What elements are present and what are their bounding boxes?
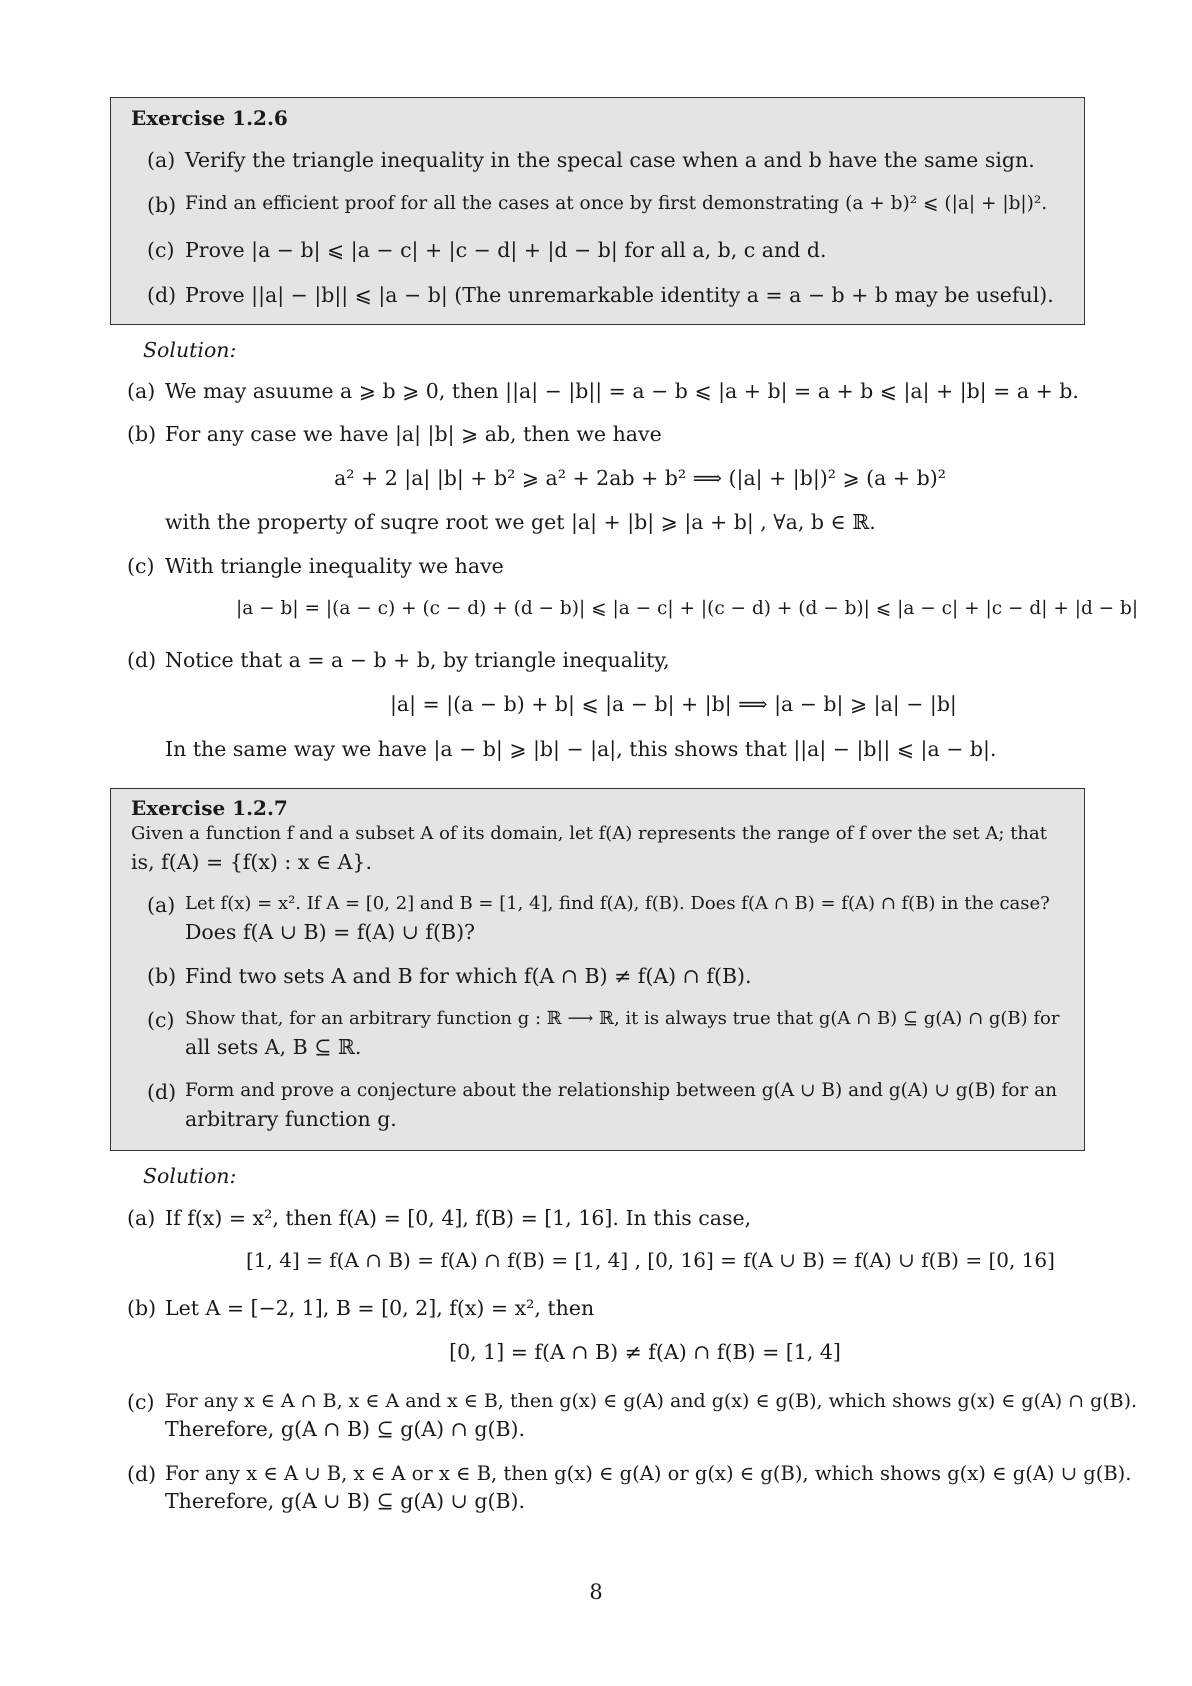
item-label: (a) (147, 148, 176, 172)
exercise-item-a: Verify the triangle inequality in the specal case when a and b have the same sign. (185, 148, 1035, 172)
exercise-item-c: Show that, for an arbitrary function g : ℝ ⟶ ℝ, it is always true that g(A ∩ B) ⊆ g(A) ∩ g(B) for (185, 1008, 1060, 1029)
solution-equation: |a − b| = |(a − c) + (c − d) + (d − b)| ⩽ |a − c| + |(c − d) + (d − b)| ⩽ |a − c| + |c − d| + |d − b| (236, 598, 1139, 619)
exercise-title: Exercise 1.2.7 (131, 796, 288, 820)
solution-heading: Solution: (143, 338, 237, 362)
item-label: (a) (127, 379, 156, 403)
solution-heading: Solution: (143, 1164, 237, 1188)
exercise-item-d: Form and prove a conjecture about the relationship between g(A ∪ B) and g(A) ∪ g(B) for an (185, 1080, 1058, 1101)
solution-item-d: For any x ∈ A ∪ B, x ∈ A or x ∈ B, then g(x) ∈ g(A) or g(x) ∈ g(B), which shows g(x) ∈ g(A) ∪ g(B). (165, 1462, 1132, 1485)
exercise-title: Exercise 1.2.6 (131, 106, 288, 130)
solution-text: with the property of suqre root we get |a| + |b| ⩾ |a + b| , ∀a, b ∈ ℝ. (165, 510, 876, 534)
page-number: 8 (589, 1580, 603, 1604)
exercise-item-a: Let f(x) = x². If A = [0, 2] and B = [1, 4], find f(A), f(B). Does f(A ∩ B) = f(A) ∩ f(B) in the case? (185, 893, 1050, 914)
exercise-item-c: Prove |a − b| ⩽ |a − c| + |c − d| + |d − b| for all a, b, c and d. (185, 238, 827, 262)
item-label: (c) (147, 238, 175, 262)
item-label: (d) (147, 1080, 177, 1104)
item-label: (b) (127, 1296, 157, 1320)
solution-item-b: For any case we have |a| |b| ⩾ ab, then we have (165, 422, 662, 446)
exercise-item-c: all sets A, B ⊆ ℝ. (185, 1035, 362, 1059)
item-label: (d) (127, 648, 157, 672)
exercise-1-2-6-box (110, 97, 1085, 325)
solution-item-d: Notice that a = a − b + b, by triangle inequality, (165, 648, 670, 672)
item-label: (b) (127, 422, 157, 446)
item-label: (d) (127, 1462, 157, 1486)
solution-equation: [0, 1] = f(A ∩ B) ≠ f(A) ∩ f(B) = [1, 4] (449, 1340, 841, 1364)
exercise-item-d: arbitrary function g. (185, 1107, 397, 1131)
solution-equation: a² + 2 |a| |b| + b² ⩾ a² + 2ab + b² ⟹ (|a| + |b|)² ⩾ (a + b)² (334, 466, 946, 490)
solution-item-b: Let A = [−2, 1], B = [0, 2], f(x) = x², then (165, 1296, 595, 1320)
solution-text: In the same way we have |a − b| ⩾ |b| − |a|, this shows that ||a| − |b|| ⩽ |a − b|. (165, 737, 997, 761)
solution-item-a: If f(x) = x², then f(A) = [0, 4], f(B) = [1, 16]. In this case, (165, 1206, 752, 1230)
solution-item-c: With triangle inequality we have (165, 554, 504, 578)
item-label: (b) (147, 193, 177, 217)
item-label: (b) (147, 964, 177, 988)
item-label: (d) (147, 283, 177, 307)
solution-equation: |a| = |(a − b) + b| ⩽ |a − b| + |b| ⟹ |a − b| ⩾ |a| − |b| (390, 692, 957, 716)
solution-item-a: We may asuume a ⩾ b ⩾ 0, then ||a| − |b|| = a − b ⩽ |a + b| = a + b ⩽ |a| + |b| = a + b. (165, 379, 1079, 403)
exercise-intro: is, f(A) = {f(x) : x ∈ A}. (131, 850, 372, 874)
solution-equation: [1, 4] = f(A ∩ B) = f(A) ∩ f(B) = [1, 4] , [0, 16] = f(A ∪ B) = f(A) ∪ f(B) = [0, 16] (246, 1248, 1055, 1272)
exercise-item-a: Does f(A ∪ B) = f(A) ∪ f(B)? (185, 920, 476, 944)
solution-item-d: Therefore, g(A ∪ B) ⊆ g(A) ∪ g(B). (165, 1489, 526, 1513)
item-label: (a) (127, 1206, 156, 1230)
item-label: (c) (127, 554, 155, 578)
exercise-intro: Given a function f and a subset A of its domain, let f(A) represents the range of f over the set A; that (131, 823, 1047, 844)
solution-item-c: For any x ∈ A ∩ B, x ∈ A and x ∈ B, then g(x) ∈ g(A) and g(x) ∈ g(B), which shows g(x) ∈ g(A) ∩ g(B). (165, 1390, 1138, 1412)
exercise-1-2-7-box (110, 788, 1085, 1151)
solution-item-c: Therefore, g(A ∩ B) ⊆ g(A) ∩ g(B). (165, 1417, 526, 1441)
item-label: (c) (147, 1008, 175, 1032)
item-label: (a) (147, 893, 176, 917)
exercise-item-b: Find an efficient proof for all the cases at once by first demonstrating (a + b)² ⩽ (|a| + |b|)². (185, 193, 1048, 214)
item-label: (c) (127, 1390, 155, 1414)
exercise-item-d: Prove ||a| − |b|| ⩽ |a − b| (The unremarkable identity a = a − b + b may be useful). (185, 283, 1054, 307)
exercise-item-b: Find two sets A and B for which f(A ∩ B) ≠ f(A) ∩ f(B). (185, 964, 752, 988)
